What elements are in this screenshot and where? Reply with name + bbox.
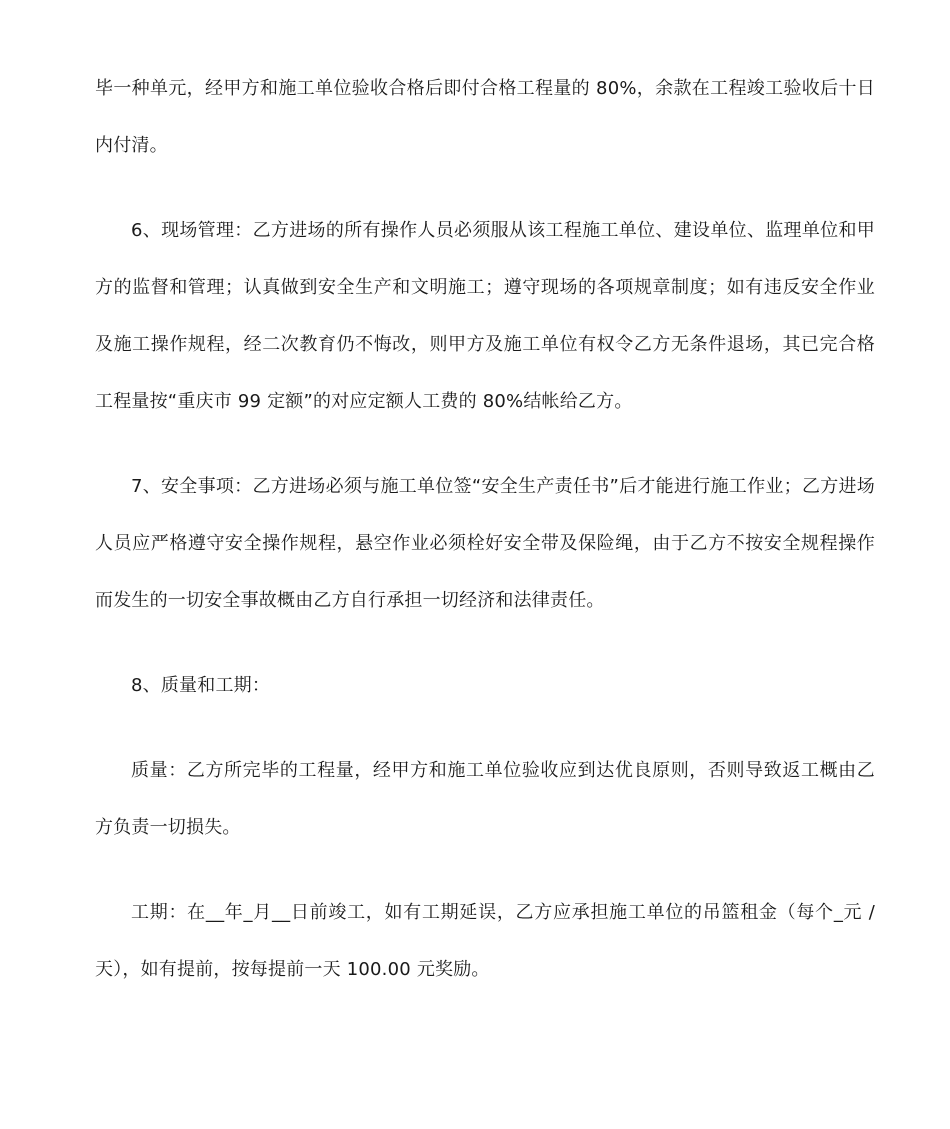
paragraph-quality-and-schedule-heading: 8、质量和工期： bbox=[131, 675, 271, 696]
paragraph-safety-matters: 7、安全事项：乙方进场必须与施工单位签“安全生产责任书”后才能进行施工作业；乙方进场人员应严格遵守安全操作规程，悬空作业必须栓好安全带及保险绳，由于乙方不按安全规程操作而发生的一切安全事故概由乙方自行承担一切经济和法律责任。 bbox=[95, 476, 875, 611]
paragraph-quality: 质量：乙方所完毕的工程量，经甲方和施工单位验收应到达优良原则，否则导致返工概由乙方负责一切损失。 bbox=[95, 760, 875, 838]
paragraph-site-management: 6、现场管理：乙方进场的所有操作人员必须服从该工程施工单位、建设单位、监理单位和甲方的监督和管理；认真做到安全生产和文明施工；遵守现场的各项规章制度；如有违反安全作业及施工操作规程，经二次教育仍不悔改，则甲方及施工单位有权令乙方无条件退场，其已完合格工程量按“重庆市 99 定额”的对应定额人工费的 80%结帐给乙方。 bbox=[95, 220, 875, 412]
paragraph-schedule: 工期：在__年_月__日前竣工，如有工期延误，乙方应承担施工单位的吊篮租金（每个_元 / 天），如有提前，按每提前一天 100.00 元奖励。 bbox=[95, 902, 875, 980]
paragraph-continuation: 毕一种单元，经甲方和施工单位验收合格后即付合格工程量的 80%，余款在工程竣工验收后十日内付清。 bbox=[95, 78, 875, 156]
document-body bbox=[95, 60, 875, 998]
